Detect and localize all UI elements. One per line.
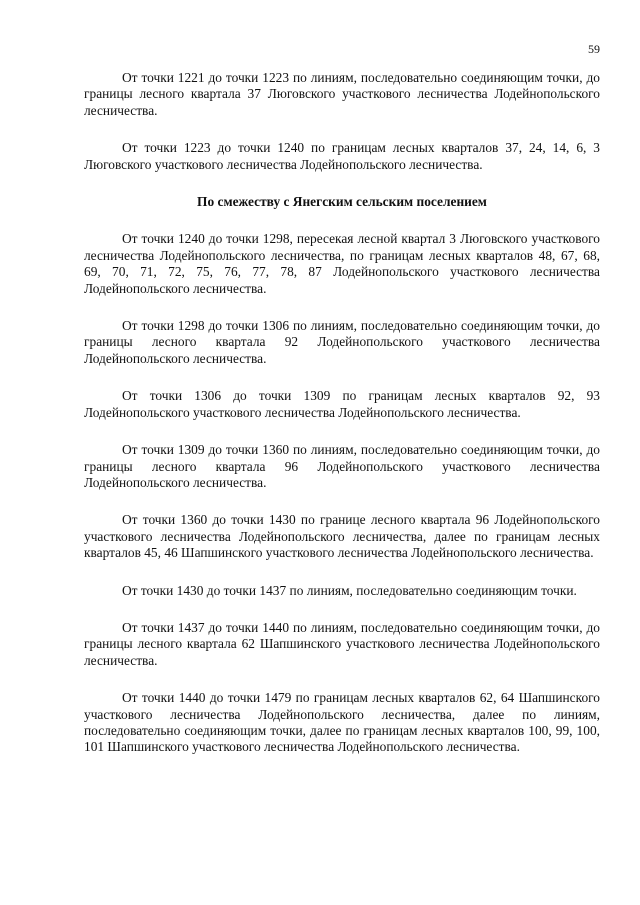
paragraph: От точки 1306 до точки 1309 по границам лесных кварталов 92, 93 Лодейнопольского участкового лесничества Лодейнопольского лесничества. (84, 388, 600, 420)
paragraph: От точки 1240 до точки 1298, пересекая лесной квартал 3 Люговского участкового лесничества Лодейнопольского лесничества, по границам лесных кварталов 48, 67, 68, 69, 70, 71, 72, 75, 76, 77, 78, 87 Лодейнопольского участкового лесничества Лодейнопольского лесничества. (84, 231, 600, 296)
paragraph: От точки 1221 до точки 1223 по линиям, последовательно соединяющим точки, до границы лесного квартала 37 Люговского участкового лесничества Лодейнопольского лесничества. (84, 70, 600, 118)
paragraph: От точки 1430 до точки 1437 по линиям, последовательно соединяющим точки. (122, 582, 577, 598)
paragraph: От точки 1360 до точки 1430 по границе лесного квартала 96 Лодейнопольского участкового лесничества Лодейнопольского лесничества, далее по границам лесных кварталов 45, 46 Шапшинского участкового лесничества Лодейнопольского лесничества. (84, 512, 600, 561)
section-heading: По смежеству с Янегским сельским поселением (197, 194, 487, 210)
document-body (84, 70, 600, 756)
paragraph: От точки 1223 до точки 1240 по границам лесных кварталов 37, 24, 14, 6, 3 Люговского участкового лесничества Лодейнопольского лесничества. (84, 140, 600, 172)
paragraph: От точки 1440 до точки 1479 по границам лесных кварталов 62, 64 Шапшинского участкового лесничества Лодейнопольского лесничества, далее по линиям, последовательно соединяющим точки, далее по границам лесных кварталов 100, 99, 100, 101 Шапшинского участкового лесничества Лодейнопольского лесничества. (84, 690, 600, 755)
paragraph: От точки 1309 до точки 1360 по линиям, последовательно соединяющим точки, до границы лесного квартала 96 Лодейнопольского участкового лесничества Лодейнопольского лесничества. (84, 442, 600, 490)
page-number: 59 (588, 42, 600, 56)
paragraph: От точки 1437 до точки 1440 по линиям, последовательно соединяющим точки, до границы лесного квартала 62 Шапшинского участкового лесничества Лодейнопольского лесничества. (84, 619, 600, 668)
paragraph: От точки 1298 до точки 1306 по линиям, последовательно соединяющим точки, до границы лесного квартала 92 Лодейнопольского участкового лесничества Лодейнопольского лесничества. (84, 318, 600, 366)
